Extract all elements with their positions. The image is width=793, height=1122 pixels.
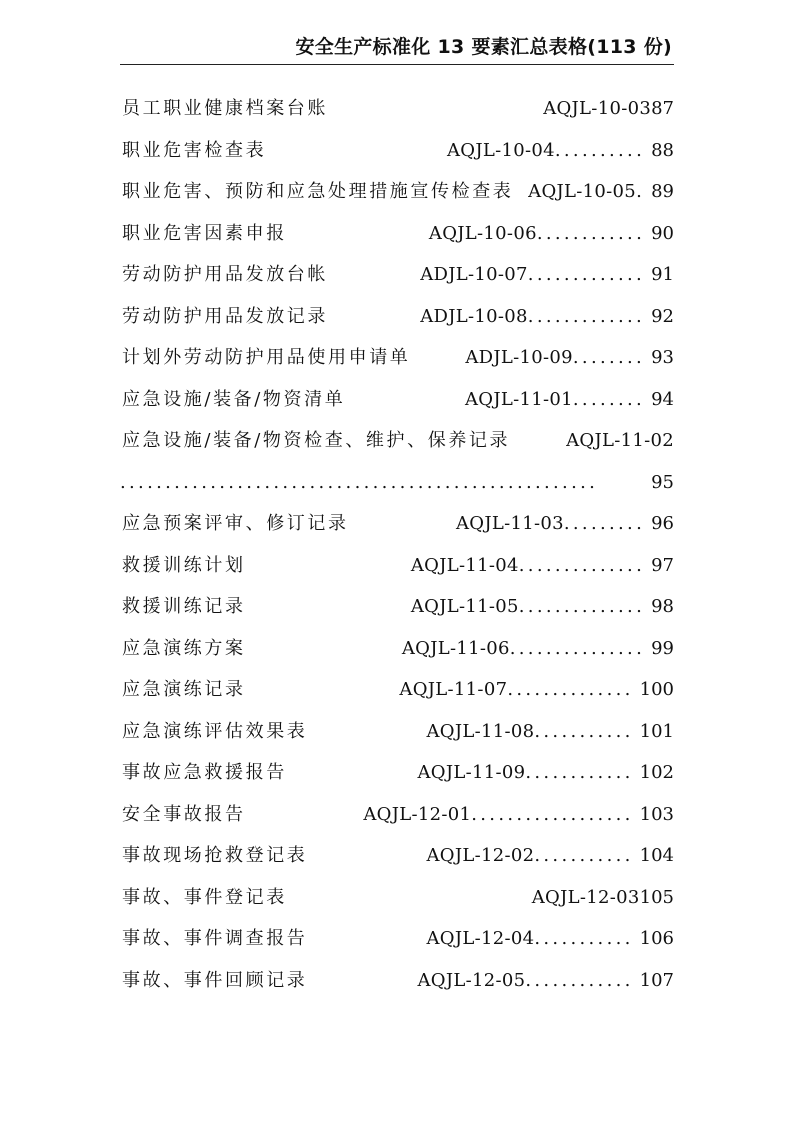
entry-title: 应急演练评估效果表 <box>122 720 308 742</box>
toc-entry <box>120 296 674 338</box>
entry-title: 员工职业健康档案台账 <box>122 98 328 119</box>
entry-reference <box>417 960 674 1002</box>
entry-reference <box>645 462 674 504</box>
entry-title: 应急设施/装备/物资检查、维护、保养记录 <box>122 430 511 451</box>
entry-code: AQJL-12-02 <box>426 845 535 866</box>
entry-code: AQJL-11-02 <box>566 430 674 451</box>
entry-reference <box>426 835 674 877</box>
entry-title: 应急演练方案 <box>122 637 246 659</box>
entry-reference <box>411 545 674 587</box>
entry-title: 事故、事件登记表 <box>122 886 287 908</box>
entry-title: 劳动防护用品发放记录 <box>122 305 328 327</box>
entry-page-number: 89 <box>651 181 674 202</box>
toc-entry <box>120 752 674 794</box>
dot-leader: ........ <box>572 388 646 410</box>
dot-leader: ............ <box>525 762 634 783</box>
entry-title: 应急预案评审、修订记录 <box>122 513 349 534</box>
toc-entry <box>120 628 674 670</box>
entry-code: AQJL-11-01 <box>465 388 573 410</box>
entry-reference <box>411 586 674 628</box>
entry-title: 救援训练记录 <box>122 596 246 617</box>
entry-page-number: 99 <box>651 637 674 659</box>
entry-reference <box>363 794 674 836</box>
toc-entry-continuation <box>120 462 674 504</box>
entry-reference <box>399 669 674 711</box>
dot-leader: ..................................................... <box>120 471 599 493</box>
entry-code: AQJL-12-03 <box>531 886 640 908</box>
entry-title: 事故、事件回顾记录 <box>122 969 308 991</box>
toc-entry <box>120 420 674 462</box>
toc-entry <box>120 794 674 836</box>
entry-page-number: 87 <box>651 98 674 119</box>
entry-reference <box>420 296 674 338</box>
entry-page-number: 93 <box>651 347 674 368</box>
toc-entry <box>120 337 674 379</box>
dot-leader: ............ <box>536 222 646 244</box>
entry-reference <box>532 877 674 919</box>
dot-leader: ........ <box>572 347 646 368</box>
entry-page-number: 97 <box>651 554 674 576</box>
entry-title: 救援训练计划 <box>122 554 246 576</box>
entry-reference <box>420 254 674 296</box>
toc-entry <box>120 711 674 753</box>
entry-page-number: 104 <box>639 845 674 866</box>
toc-entry <box>120 213 674 255</box>
entry-page-number: 94 <box>651 388 674 410</box>
entry-page-number: 106 <box>639 928 674 949</box>
dot-leader: . <box>636 181 646 202</box>
entry-reference <box>426 918 674 960</box>
entry-page-number: 103 <box>639 803 674 825</box>
entry-code: ADJL-10-07 <box>420 264 528 285</box>
toc-entry <box>120 877 674 919</box>
entry-code: AQJL-11-05 <box>410 596 519 617</box>
toc-entry <box>120 960 674 1002</box>
toc-entry <box>120 254 674 296</box>
toc-entry <box>120 586 674 628</box>
entry-reference <box>456 503 674 545</box>
entry-code: AQJL-11-09 <box>417 762 526 783</box>
entry-page-number: 107 <box>639 969 674 991</box>
entry-code: AQJL-12-05 <box>417 969 526 991</box>
toc-entry <box>120 669 674 711</box>
entry-page-number: 95 <box>651 471 674 493</box>
entry-code: AQJL-10-06 <box>428 222 537 244</box>
entry-reference <box>447 130 674 172</box>
dot-leader: ......... <box>563 513 646 534</box>
entry-page-number: 91 <box>651 264 674 285</box>
entry-reference <box>543 88 674 130</box>
entry-code: ADJL-10-09 <box>465 347 573 368</box>
dot-leader: ........... <box>534 928 634 949</box>
dot-leader: .................. <box>471 803 634 825</box>
entry-title: 职业危害检查表 <box>122 139 267 161</box>
entry-code: AQJL-11-08 <box>426 720 535 742</box>
entry-reference <box>465 337 674 379</box>
entry-reference <box>417 752 674 794</box>
entry-code: AQJL-12-01 <box>363 803 472 825</box>
entry-title: 事故应急救援报告 <box>122 762 287 783</box>
toc-entry <box>120 835 674 877</box>
dot-leader: ............. <box>527 305 646 327</box>
entry-reference <box>528 171 674 213</box>
dot-leader: .......... <box>554 139 646 161</box>
header-title: 安全生产标准化 13 要素汇总表格(113 份) <box>295 36 672 58</box>
entry-title: 事故现场抢救登记表 <box>122 845 308 866</box>
dot-leader: ........... <box>534 845 634 866</box>
toc-entry <box>120 379 674 421</box>
dot-leader: ........... <box>534 720 634 742</box>
entry-code: AQJL-10-03 <box>543 98 652 119</box>
entry-title: 劳动防护用品发放台帐 <box>122 264 328 285</box>
entry-page-number: 92 <box>651 305 674 327</box>
entry-title: 计划外劳动防护用品使用申请单 <box>122 347 411 368</box>
entry-reference <box>429 213 674 255</box>
entry-code: AQJL-11-04 <box>410 554 519 576</box>
dot-leader: ............... <box>509 637 646 659</box>
dot-leader: .............. <box>507 679 634 700</box>
page-header <box>120 34 674 65</box>
toc-entry <box>120 503 674 545</box>
toc-entry <box>120 88 674 130</box>
entry-page-number: 98 <box>651 596 674 617</box>
dot-leader: .............. <box>518 596 646 617</box>
entry-title: 应急演练记录 <box>122 679 246 700</box>
entry-reference <box>426 711 674 753</box>
entry-title: 职业危害、预防和应急处理措施宣传检查表 <box>122 181 514 202</box>
entry-code: AQJL-11-03 <box>455 513 564 534</box>
toc-entry <box>120 171 674 213</box>
entry-reference <box>566 420 674 462</box>
table-of-contents <box>120 88 674 1001</box>
entry-title: 事故、事件调查报告 <box>122 928 308 949</box>
entry-page-number: 88 <box>651 139 674 161</box>
toc-entry <box>120 545 674 587</box>
entry-code: AQJL-10-05 <box>528 181 637 202</box>
entry-reference <box>465 379 674 421</box>
dot-leader: ............. <box>527 264 646 285</box>
toc-entry <box>120 130 674 172</box>
entry-code: AQJL-12-04 <box>426 928 535 949</box>
entry-page-number: 100 <box>639 679 674 700</box>
entry-page-number: 101 <box>639 720 674 742</box>
entry-title: 安全事故报告 <box>122 803 246 825</box>
dot-leader: ............ <box>525 969 634 991</box>
toc-entry <box>120 918 674 960</box>
entry-code: ADJL-10-08 <box>420 305 528 327</box>
entry-code: AQJL-11-06 <box>401 637 510 659</box>
entry-reference <box>402 628 674 670</box>
entry-title: 职业危害因素申报 <box>122 222 287 244</box>
entry-code: AQJL-11-07 <box>399 679 508 700</box>
entry-page-number: 96 <box>651 513 674 534</box>
entry-page-number: 90 <box>651 222 674 244</box>
entry-page-number: 102 <box>639 762 674 783</box>
entry-title: 应急设施/装备/物资清单 <box>122 388 346 410</box>
entry-code: AQJL-10-04 <box>446 139 555 161</box>
dot-leader: .............. <box>518 554 646 576</box>
entry-page-number: 105 <box>639 886 674 908</box>
